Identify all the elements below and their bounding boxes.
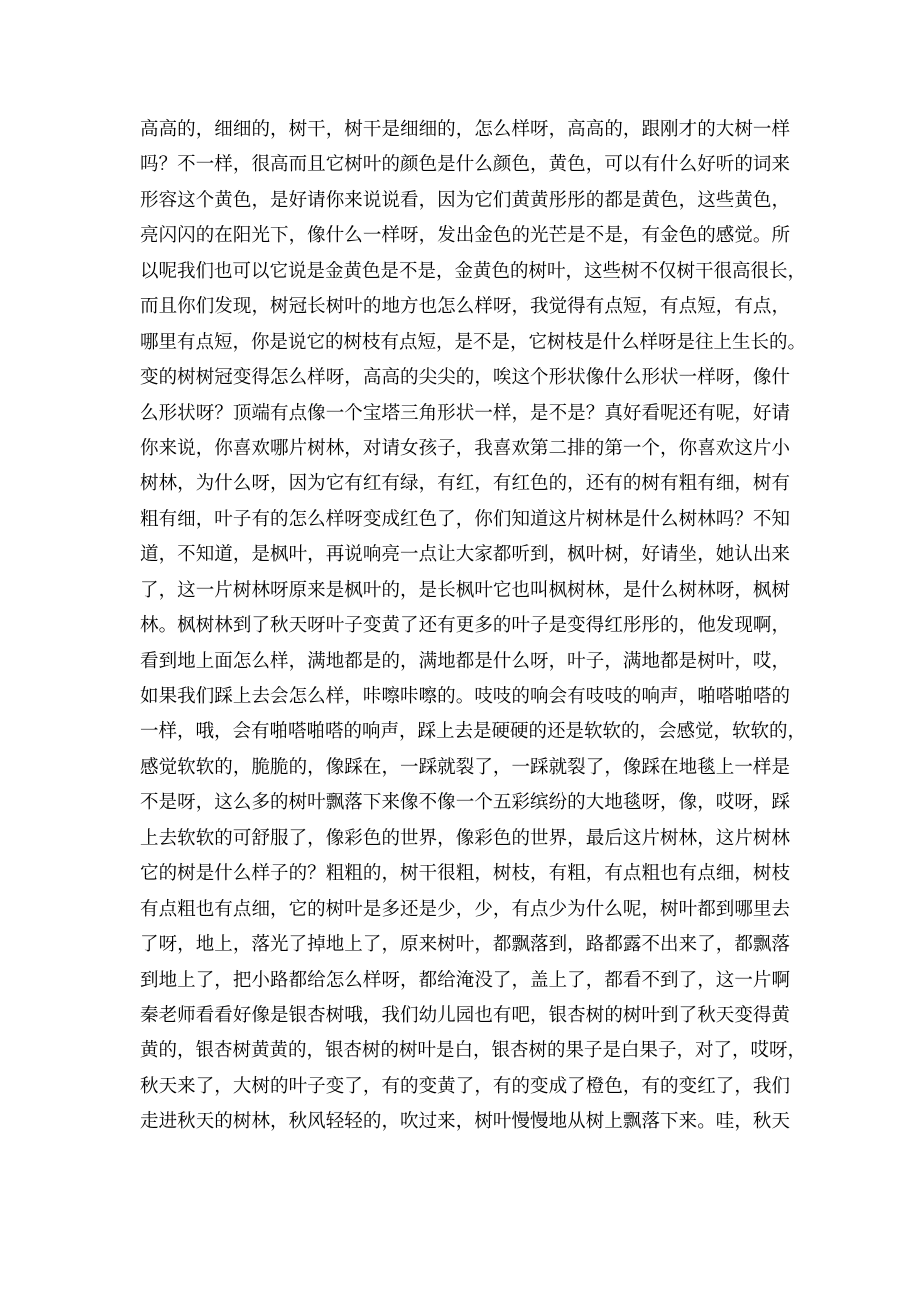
text-line: 以呢我们也可以它说是金黄色是不是，金黄色的树叶，这些树不仅树干很高很长， [140,260,807,282]
text-line: 黄的，银杏树黄黄的，银杏树的树叶是白，银杏树的果子是白果子，对了，哎呀， [140,1040,807,1062]
text-line: 不是呀，这么多的树叶飘落下来像不像一个五彩缤纷的大地毯呀，像，哎呀，踩 [140,792,790,814]
text-line: 你来说，你喜欢哪片树林，对请女孩子，我喜欢第二排的第一个，你喜欢这片小 [140,437,790,459]
text-line: 秦老师看看好像是银杏树哦，我们幼儿园也有吧，银杏树的树叶到了秋天变得黄 [140,1004,790,1026]
text-line: 了，这一片树林呀原来是枫叶的，是长枫叶它也叫枫树林，是什么树林呀，枫树 [140,579,790,601]
text-line: 到地上了，把小路都给怎么样呀，都给淹没了，盖上了，都看不到了，这一片啊 [140,969,790,991]
text-line: 林。枫树林到了秋天呀叶子变黄了还有更多的叶子是变得红彤彤的，他发现啊， [140,615,790,637]
text-line: 粗有细，叶子有的怎么样呀变成红色了，你们知道这片树林是什么树林吗？不知 [140,508,790,530]
text-line: 而且你们发现，树冠长树叶的地方也怎么样呀，我觉得有点短，有点短，有点， [140,296,790,318]
text-line: 如果我们踩上去会怎么样，咔嚓咔嚓的。吱吱的响会有吱吱的响声，啪嗒啪嗒的 [140,686,790,707]
text-line: 有点粗也有点细，它的树叶是多还是少，少，有点少为什么呢，树叶都到哪里去 [140,898,790,920]
text-line: 了呀，地上，落光了掉地上了，原来树叶，都飘落到，路都露不出来了，都飘落 [140,934,790,956]
text-line: 树林，为什么呀，因为它有红有绿，有红，有红色的，还有的树有粗有细，树有 [140,473,790,495]
text-line: 一样，哦，会有啪嗒啪嗒的响声，踩上去是硬硬的还是软软的，会感觉，软软的， [140,721,807,743]
text-line: 哪里有点短，你是说它的树枝有点短，是不是，它树枝是什么样呀是往上生长的。 [140,331,807,353]
text-line: 看到地上面怎么样，满地都是的，满地都是什么呀，叶子，满地都是树叶，哎， [140,650,790,672]
text-line: 吗？不一样，很高而且它树叶的颜色是什么颜色，黄色，可以有什么好听的词来 [140,154,790,176]
text-line: 它的树是什么样子的？粗粗的，树干很粗，树枝，有粗，有点粗也有点细，树枝 [140,863,790,885]
text-line: 亮闪闪的在阳光下，像什么一样呀，发出金色的光芒是不是，有金色的感觉。所 [140,225,790,247]
text-line: 形容这个黄色，是好请你来说说看，因为它们黄黄彤彤的都是黄色，这些黄色， [140,189,790,211]
text-line: 么形状呀？顶端有点像一个宝塔三角形状一样，是不是？真好看呢还有呢，好请 [140,402,790,424]
text-line: 走进秋天的树林，秋风轻轻的，吹过来，树叶慢慢地从树上飘落下来。哇，秋天 [140,1111,790,1133]
body-text [140,112,807,1140]
text-line: 高高的，细细的，树干，树干是细细的，怎么样呀，高高的，跟刚才的大树一样 [140,119,790,140]
text-line: 秋天来了，大树的叶子变了，有的变黄了，有的变成了橙色，有的变红了，我们 [140,1075,790,1097]
text-line: 道，不知道，是枫叶，再说响亮一点让大家都听到，枫叶树，好请坐，她认出来 [140,544,790,566]
text-line: 感觉软软的，脆脆的，像踩在，一踩就裂了，一踩就裂了，像踩在地毯上一样是 [140,756,790,778]
text-line: 变的树树冠变得怎么样呀，高高的尖尖的，唉这个形状像什么形状一样呀，像什 [140,367,790,389]
text-line: 上去软软的可舒服了，像彩色的世界，像彩色的世界，最后这片树林，这片树林 [140,827,790,849]
